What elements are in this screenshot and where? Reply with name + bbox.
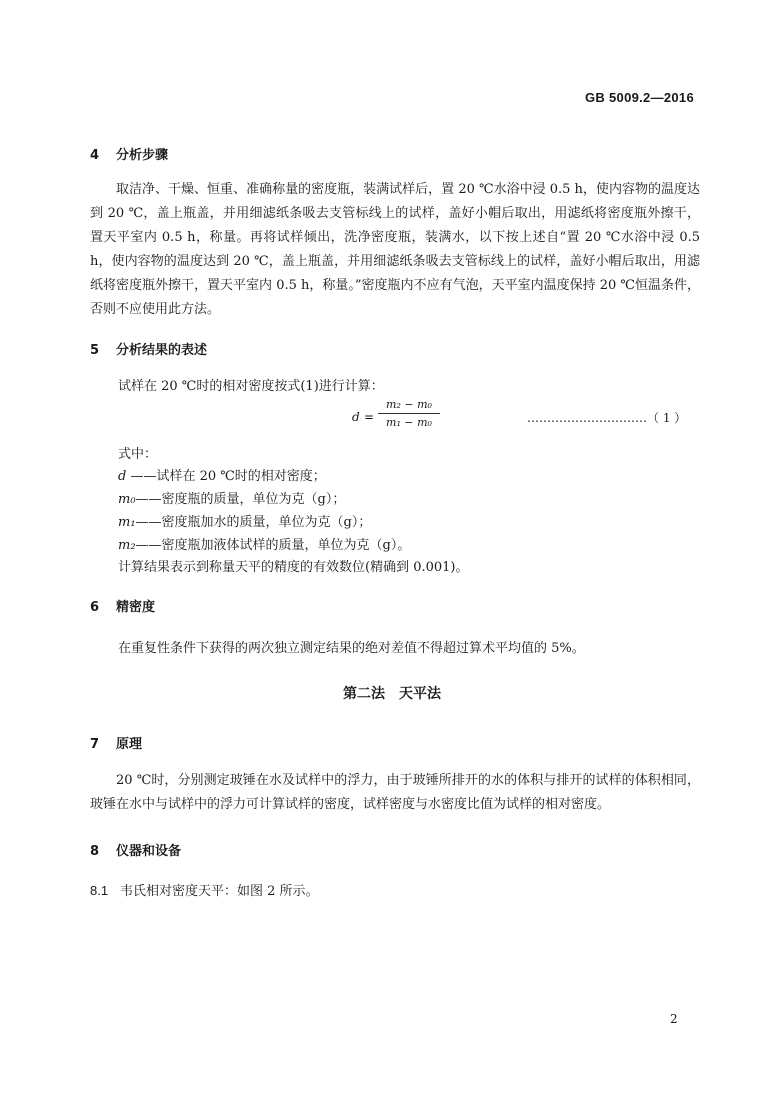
section-title: 精密度 xyxy=(116,600,156,615)
formula-denominator: m₁ − m₀ xyxy=(386,416,432,429)
definition-symbol: m₁ xyxy=(118,515,136,530)
subsection-number: 8.1 xyxy=(90,883,109,898)
definition-text: ——试样在 20 ℃时的相对密度； xyxy=(126,469,326,484)
section-6-heading xyxy=(90,596,155,615)
definition-item xyxy=(118,511,371,530)
subsection-8-1 xyxy=(90,880,319,899)
equation-number: …………………………（ 1 ） xyxy=(527,411,687,425)
section-title: 分析步骤 xyxy=(116,148,169,163)
definition-symbol: m₀ xyxy=(118,492,136,507)
section-number: 8 xyxy=(90,844,100,859)
page-number: 2 xyxy=(670,1012,678,1026)
definition-text: ——密度瓶加水的质量，单位为克（g）； xyxy=(135,515,372,530)
definition-item xyxy=(118,534,410,553)
section-5-heading xyxy=(90,339,207,358)
section-7-paragraph: 20 ℃时，分别测定玻锤在水及试样中的浮力，由于玻锤所排开的水的体积与排开的试样的体积相同，玻锤在水中与试样中的浮力可计算试样的密度，试样密度与水密度比值为试样的相对密度。 xyxy=(90,773,700,812)
subsection-text: 韦氏相对密度天平：如图 2 所示。 xyxy=(120,884,319,899)
formula-lhs: d xyxy=(352,410,360,424)
section-8-heading xyxy=(90,840,181,859)
section-6-paragraph: 在重复性条件下获得的两次独立测定结果的绝对差值不得超过算术平均值的 5%。 xyxy=(118,641,585,656)
section-number: 5 xyxy=(90,343,100,358)
definition-item xyxy=(118,488,345,507)
section-title: 原理 xyxy=(116,737,143,752)
formula-fraction xyxy=(378,398,440,429)
method-title: 第二法 天平法 xyxy=(343,686,441,702)
section-4-heading xyxy=(90,144,168,163)
formula-equals: = xyxy=(364,410,375,424)
section-number: 4 xyxy=(90,148,100,163)
definition-text: ——密度瓶加液体试样的质量，单位为克（g）。 xyxy=(135,538,411,553)
standard-code: GB 5009.2—2016 xyxy=(585,90,694,105)
section-title: 仪器和设备 xyxy=(116,844,182,859)
definition-symbol: d xyxy=(118,469,127,484)
definition-text: ——密度瓶的质量，单位为克（g）； xyxy=(135,492,346,507)
result-note: 计算结果表示到称量天平的精度的有效数位(精确到 0.001)。 xyxy=(118,560,469,575)
section-7-heading xyxy=(90,733,142,752)
section-4-paragraph: 取洁净、干燥、恒重、准确称量的密度瓶，装满试样后，置 20 ℃水浴中浸 0.5 h，使内容物的温度达到 20 ℃，盖上瓶盖，并用细滤纸条吸去支管标线上的试样，盖好小帽后取出，用滤纸将密度瓶外擦干，置天平室内 0.5 h，称量。再将试样倾出，洗净密度瓶，装满水，以下按上述自“置 20 ℃水浴中浸 0.5 h，使内容物的温度达到 20 ℃，盖上瓶盖，并用细滤纸条吸去支管标线上的试样，盖好小帽后取出，用滤纸将密度瓶外擦干，置天平室内 0.5 h，称量。”密度瓶内不应有气泡，天平室内温度保持 20 ℃恒温条件，否则不应使用此方法。 xyxy=(90,182,700,317)
section-title: 分析结果的表述 xyxy=(116,343,208,358)
definition-symbol: m₂ xyxy=(118,538,136,553)
formula-intro: 试样在 20 ℃时的相对密度按式(1)进行计算： xyxy=(118,379,384,394)
fraction-bar xyxy=(378,413,440,414)
section-number: 7 xyxy=(90,737,100,752)
definition-item xyxy=(118,465,326,484)
formula-numerator: m₂ − m₀ xyxy=(386,398,432,411)
section-number: 6 xyxy=(90,600,100,615)
where-label: 式中： xyxy=(118,447,158,462)
